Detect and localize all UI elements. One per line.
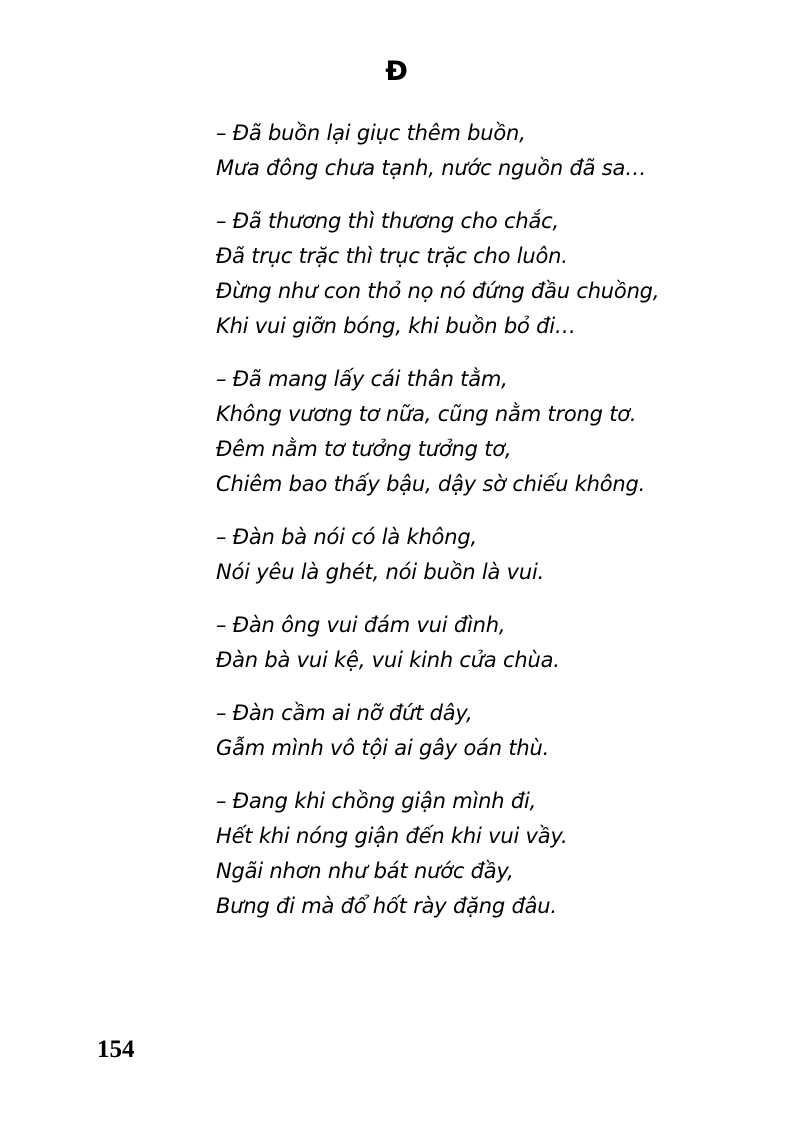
stanza — [216, 116, 776, 186]
verse-line: – Đàn bà nói có là không, — [216, 525, 477, 549]
verse-line: Mưa đông chưa tạnh, nước nguồn đã sa… — [216, 156, 647, 180]
stanza — [216, 204, 776, 344]
verse-line: – Đã mang lấy cái thân tằm, — [216, 367, 508, 391]
verse-line: – Đã thương thì thương cho chắc, — [216, 209, 560, 233]
verse-line: – Đàn cầm ai nỡ đứt dây, — [216, 701, 473, 725]
stanza — [216, 608, 776, 678]
stanza — [216, 520, 776, 590]
page-number: 154 — [97, 1036, 135, 1063]
verse-line: Bưng đi mà đổ hốt rày đặng đâu. — [216, 894, 557, 918]
stanza — [216, 696, 776, 766]
verse-line: Nói yêu là ghét, nói buồn là vui. — [216, 560, 545, 584]
verse-line: Ngãi nhơn như bát nước đầy, — [216, 859, 514, 883]
verse-line: Gẫm mình vô tội ai gây oán thù. — [216, 736, 550, 760]
stanza — [216, 362, 776, 502]
poem-body — [216, 116, 776, 942]
section-letter-heading: Đ — [385, 56, 408, 87]
verse-line: Hết khi nóng giận đến khi vui vầy. — [216, 824, 568, 848]
verse-line: Đêm nằm tơ tưởng tưởng tơ, — [216, 437, 512, 461]
verse-line: Khi vui giỡn bóng, khi buồn bỏ đi… — [216, 314, 576, 338]
verse-line: – Đàn ông vui đám vui đình, — [216, 613, 506, 637]
verse-line: – Đang khi chồng giận mình đi, — [216, 789, 537, 813]
verse-line: Đàn bà vui kệ, vui kinh cửa chùa. — [216, 648, 560, 672]
verse-line: Đừng như con thỏ nọ nó đứng đầu chuồng, — [216, 279, 660, 303]
verse-line: Đã trục trặc thì trục trặc cho luôn. — [216, 244, 568, 268]
verse-line: Không vương tơ nữa, cũng nằm trong tơ. — [216, 402, 637, 426]
stanza — [216, 784, 776, 924]
verse-line: – Đã buồn lại giục thêm buồn, — [216, 121, 526, 145]
verse-line: Chiêm bao thấy bậu, dậy sờ chiếu không. — [216, 472, 646, 496]
